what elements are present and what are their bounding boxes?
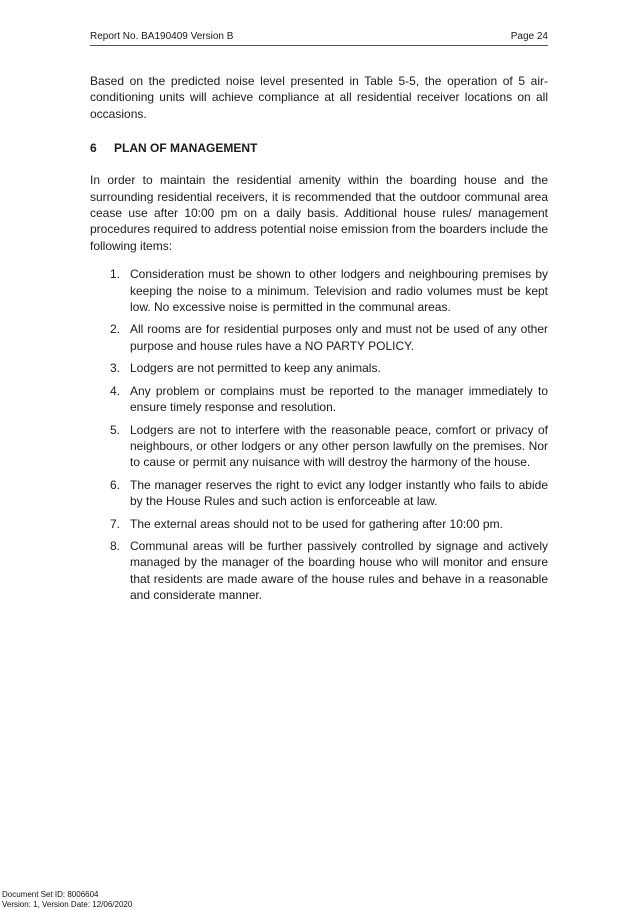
list-item: [90, 266, 548, 315]
list-item-number: 2.: [110, 322, 121, 337]
list-item: [90, 422, 548, 471]
list-item-number: 5.: [110, 422, 121, 437]
document-footer: [2, 890, 132, 910]
section-intro: In order to maintain the residential amenity within the boarding house and the surrounding residential receivers, it is recommended that the outdoor communal area cease use after 10:00 pm on a daily basis. Additional house rules/ management procedures required to address potential noise emission from the boarders include the following items:: [90, 173, 548, 253]
list-item: [90, 383, 548, 416]
page-body: [90, 73, 548, 610]
house-rules-list: [90, 266, 548, 603]
list-item: [90, 538, 548, 604]
list-item-text: Consideration must be shown to other lodgers and neighbouring premises by keeping the noise to a minimum. Television and radio volumes must be kept low. No excessive noise is permitted in the communal areas.: [130, 267, 548, 315]
report-number: Report No. BA190409 Version B: [90, 31, 234, 42]
document-set-id: Document Set ID: 8006604: [2, 890, 99, 899]
list-item-number: 4.: [110, 383, 121, 398]
page-number: Page 24: [510, 31, 548, 42]
list-item-number: 6.: [110, 477, 121, 492]
page-header: [90, 30, 548, 46]
list-item-text: Communal areas will be further passively controlled by signage and actively managed by the manager of the boarding house who will monitor and ensure that residents are made aware of the house rules and behave in a reasonable and considerate manner.: [130, 538, 548, 603]
section-title: PLAN OF MANAGEMENT: [114, 141, 258, 156]
list-item-number: 7.: [110, 516, 121, 531]
list-item-text: Any problem or complains must be reported to the manager immediately to ensure timely response and resolution.: [130, 383, 548, 415]
section-heading: [90, 140, 548, 156]
list-item-text: All rooms are for residential purposes only and must not be used of any other purpose and house rules have a NO PARTY POLICY.: [130, 322, 548, 353]
list-item: [90, 477, 548, 510]
list-item: [90, 516, 548, 532]
list-item-number: 3.: [110, 361, 121, 376]
list-item: [90, 360, 548, 376]
list-item-text: The manager reserves the right to evict any lodger instantly who fails to abide by the House Rules and such action is enforceable at law.: [130, 477, 548, 509]
section-number: 6: [90, 141, 97, 156]
list-item-number: 8.: [110, 538, 121, 553]
list-item-number: 1.: [110, 267, 121, 282]
list-item-text: Lodgers are not to interfere with the reasonable peace, comfort or privacy of neighbours, or other lodgers or any other person lawfully on the premises. Nor to cause or permit any nuisance with will destroy the harmony of the house.: [130, 422, 548, 470]
opening-paragraph: Based on the predicted noise level presented in Table 5-5, the operation of 5 air-conditioning units will achieve compliance at all residential receiver locations on all occasions.: [90, 74, 548, 121]
list-item-text: Lodgers are not permitted to keep any animals.: [130, 361, 381, 376]
document-version: Version: 1, Version Date: 12/06/2020: [2, 900, 133, 909]
list-item: [90, 321, 548, 354]
list-item-text: The external areas should not to be used for gathering after 10:00 pm.: [130, 516, 503, 531]
